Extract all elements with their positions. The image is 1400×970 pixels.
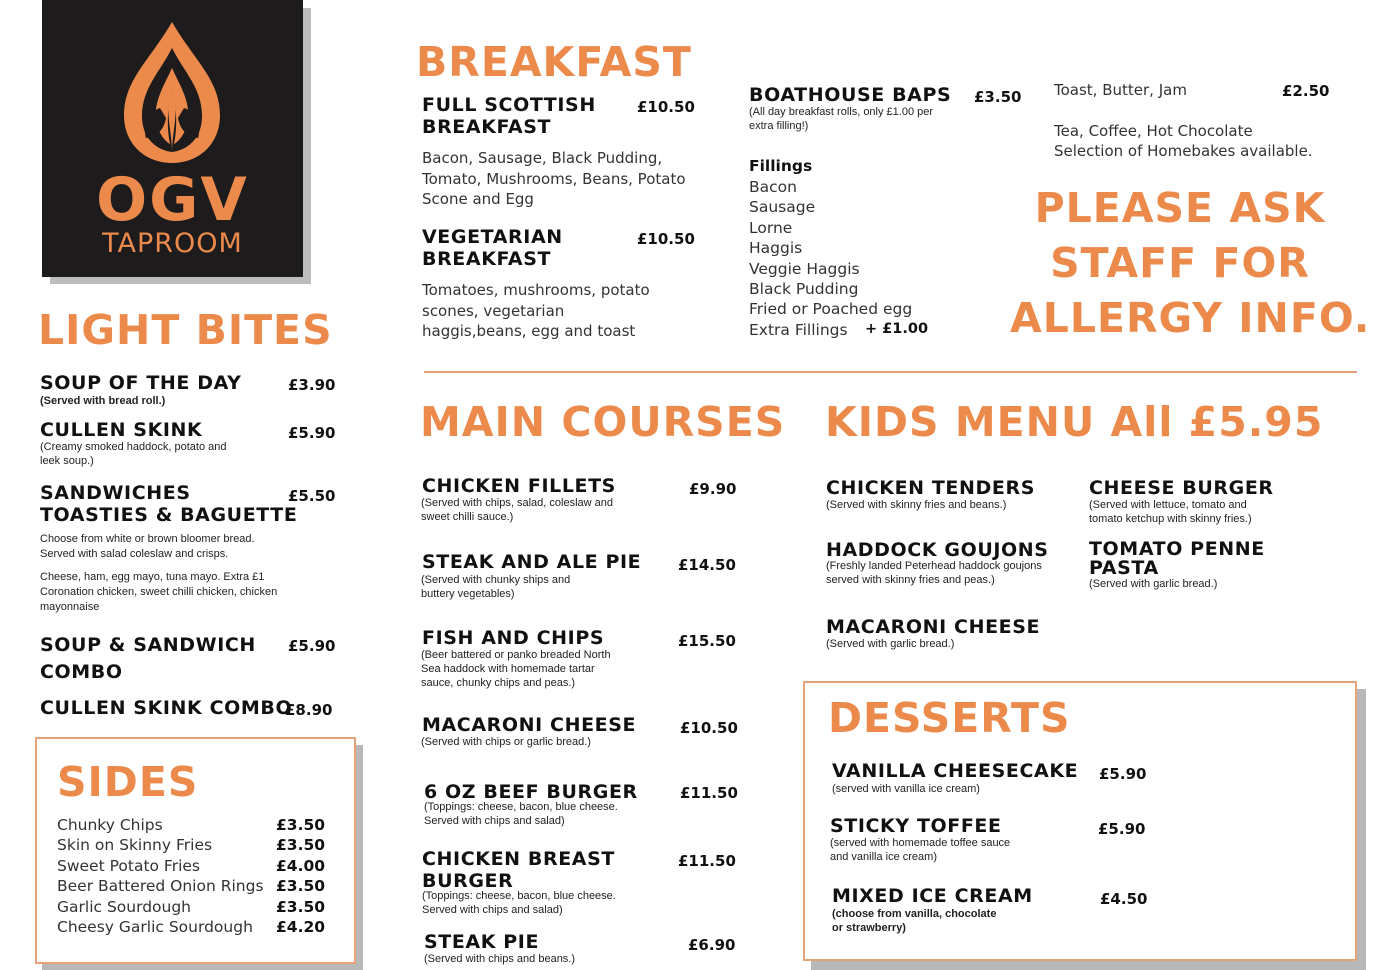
- dessert-item-desc: (served with homemade toffee sauce and vanilla ice cream): [830, 837, 1011, 863]
- sandwiches-name-2: TOASTIES & BAGUETTE: [40, 504, 298, 526]
- scottish-breakfast-desc: Bacon, Sausage, Black Pudding, Tomato, Mushrooms, Beans, Potato Scone and Egg: [422, 149, 686, 208]
- boathouse-baps-name: BOATHOUSE BAPS: [749, 84, 952, 106]
- toast-price: £2.50: [1282, 82, 1330, 100]
- kids-item-desc: (Served with lettuce, tomato and tomato ketchup with skinny fries.): [1089, 499, 1252, 525]
- homebakes-line: Selection of Homebakes available.: [1054, 142, 1313, 160]
- light-bites-title: LIGHT BITES: [38, 306, 333, 354]
- scottish-breakfast-price: £10.50: [637, 98, 695, 116]
- fillings-title: Fillings: [749, 157, 813, 175]
- skink-combo-price: £8.90: [285, 701, 333, 719]
- kids-item-desc: (Freshly landed Peterhead haddock goujons served with skinny fries and peas.): [826, 560, 1042, 586]
- kids-item-name: CHEESE BURGER: [1089, 477, 1274, 499]
- main-item-name: STEAK PIE: [424, 931, 540, 953]
- main-item-name: MACARONI CHEESE: [422, 714, 637, 736]
- main-item-price: £10.50: [680, 719, 738, 737]
- allergy-line-2: STAFF FOR: [1050, 239, 1310, 287]
- vegetarian-breakfast-price: £10.50: [637, 230, 695, 248]
- fillings-list: [749, 177, 912, 340]
- soup-desc: (Served with bread roll.): [40, 395, 166, 407]
- extra-fillings-price: + £1.00: [865, 321, 929, 337]
- leaf-flame-icon: [120, 20, 224, 165]
- kids-item-desc: (Served with garlic bread.): [826, 638, 955, 650]
- main-item-desc: (Served with chunky ships and buttery vegetables): [421, 574, 571, 600]
- sides-names: [57, 815, 264, 937]
- combo-name-1: SOUP & SANDWICH: [40, 634, 256, 656]
- sides-prices: [276, 815, 325, 937]
- soup-price: £3.90: [288, 376, 336, 394]
- dessert-item-desc: (served with vanilla ice cream): [832, 783, 980, 795]
- filling-item: Sausage: [749, 198, 816, 217]
- combo-price: £5.90: [288, 637, 336, 655]
- section-divider: [424, 371, 1357, 373]
- kids-item-name: TOMATO PENNE PASTA: [1089, 538, 1265, 579]
- filling-item: Veggie Haggis: [749, 259, 860, 278]
- kids-item-name: HADDOCK GOUJONS: [826, 539, 1049, 561]
- boathouse-baps-price: £3.50: [974, 88, 1022, 106]
- dessert-item-price: £5.90: [1098, 820, 1146, 838]
- filling-item: Lorne: [749, 218, 793, 237]
- main-item-desc: (Served with chips and beans.): [424, 953, 576, 965]
- side-item-name: Sweet Potato Fries: [57, 856, 201, 875]
- main-item-price: £6.90: [688, 936, 736, 954]
- side-item-name: Beer Battered Onion Rings: [57, 877, 264, 896]
- main-item-desc: (Toppings: cheese, bacon, blue cheese. Served with chips and salad): [424, 801, 618, 827]
- skink-price: £5.90: [288, 424, 336, 442]
- main-item-price: £11.50: [678, 852, 736, 870]
- vegetarian-breakfast-name: VEGETARIAN BREAKFAST: [422, 226, 563, 270]
- soup-name: SOUP OF THE DAY: [40, 372, 242, 394]
- sides-title: SIDES: [57, 758, 199, 806]
- main-item-name: CHICKEN FILLETS: [422, 475, 616, 497]
- main-item-desc: (Served with chips or garlic bread.): [421, 736, 591, 748]
- scottish-breakfast-name: FULL SCOTTISH BREAKFAST: [422, 94, 596, 138]
- logo-name: OGV: [96, 165, 249, 235]
- side-item-price: £4.00: [276, 856, 326, 875]
- kids-item-desc: (Served with garlic bread.): [1089, 578, 1218, 590]
- dessert-item-name: MIXED ICE CREAM: [832, 885, 1033, 907]
- allergy-line-3: ALLERGY INFO.: [1010, 294, 1371, 342]
- main-item-desc: (Served with chips, salad, coleslaw and sweet chilli sauce.): [421, 497, 613, 523]
- main-item-name: 6 OZ BEEF BURGER: [424, 781, 638, 803]
- skink-desc: (Creamy smoked haddock, potato and leek soup.): [40, 441, 227, 467]
- main-item-desc: (Toppings: cheese, bacon, blue cheese. Served with chips and salad): [422, 890, 616, 916]
- side-item-price: £3.50: [276, 877, 326, 896]
- sandwiches-desc-1: Choose from white or brown bloomer bread. Served with salad coleslaw and crisps.: [40, 533, 255, 560]
- logo: [42, 0, 303, 277]
- kids-item-name: CHICKEN TENDERS: [826, 477, 1035, 499]
- logo-subtitle: TAPROOM: [102, 228, 243, 259]
- drinks-line: Tea, Coffee, Hot Chocolate: [1054, 122, 1253, 140]
- main-item-price: £14.50: [678, 556, 736, 574]
- side-item-name: Garlic Sourdough: [57, 897, 191, 916]
- dessert-item-name: VANILLA CHEESECAKE: [832, 760, 1079, 782]
- filling-item: Bacon: [749, 178, 797, 196]
- filling-item: Haggis: [749, 239, 803, 258]
- side-item-price: £3.50: [276, 897, 326, 916]
- side-item-name: Cheesy Garlic Sourdough: [57, 918, 253, 937]
- dessert-item-name: STICKY TOFFEE: [830, 815, 1002, 837]
- main-item-price: £11.50: [680, 784, 738, 802]
- breakfast-title: BREAKFAST: [416, 38, 692, 86]
- main-item-name: STEAK AND ALE PIE: [422, 551, 642, 573]
- boathouse-baps-note: (All day breakfast rolls, only £1.00 per extra filling!): [749, 106, 934, 132]
- desserts-title: DESSERTS: [828, 694, 1071, 742]
- main-item-name: CHICKEN BREAST BURGER: [422, 848, 615, 892]
- kids-menu-title: KIDS MENU All £5.95: [825, 398, 1324, 446]
- sandwiches-price: £5.50: [288, 487, 336, 505]
- filling-item: Black Pudding: [749, 280, 859, 299]
- side-item-price: £3.50: [276, 816, 326, 834]
- sandwiches-name-1: SANDWICHES: [40, 482, 191, 504]
- kids-item-desc: (Served with skinny fries and beans.): [826, 499, 1007, 511]
- combo-name-2: COMBO: [40, 661, 123, 683]
- dessert-item-desc: (choose from vanilla, chocolate or strawberry): [832, 908, 997, 934]
- side-item-name: Chunky Chips: [57, 816, 163, 834]
- main-courses-title: MAIN COURSES: [420, 398, 786, 446]
- filling-item: Fried or Poached egg: [749, 300, 913, 319]
- vegetarian-breakfast-desc: Tomatoes, mushrooms, potato scones, vegetarian haggis,beans, egg and toast: [422, 281, 650, 340]
- toast-item: Toast, Butter, Jam: [1054, 81, 1187, 99]
- allergy-line-1: PLEASE ASK: [1034, 184, 1326, 232]
- main-item-name: FISH AND CHIPS: [422, 627, 605, 649]
- sandwiches-desc-2: Cheese, ham, egg mayo, tuna mayo. Extra £1 Coronation chicken, sweet chilli chicken, chicken mayonnaise: [40, 571, 278, 613]
- main-item-desc: (Beer battered or panko breaded North Sea haddock with homemade tartar sauce, chunky chips and peas.): [421, 649, 611, 689]
- main-item-price: £15.50: [678, 632, 736, 650]
- filling-item: Extra Fillings: [749, 320, 848, 339]
- main-item-price: £9.90: [689, 480, 737, 498]
- kids-item-name: MACARONI CHEESE: [826, 616, 1041, 638]
- side-item-price: £3.50: [276, 836, 326, 855]
- side-item-name: Skin on Skinny Fries: [57, 836, 213, 855]
- side-item-price: £4.20: [276, 918, 326, 937]
- dessert-item-price: £4.50: [1100, 890, 1148, 908]
- skink-combo-name: CULLEN SKINK COMBO: [40, 697, 293, 719]
- dessert-item-price: £5.90: [1099, 765, 1147, 783]
- skink-name: CULLEN SKINK: [40, 419, 203, 441]
